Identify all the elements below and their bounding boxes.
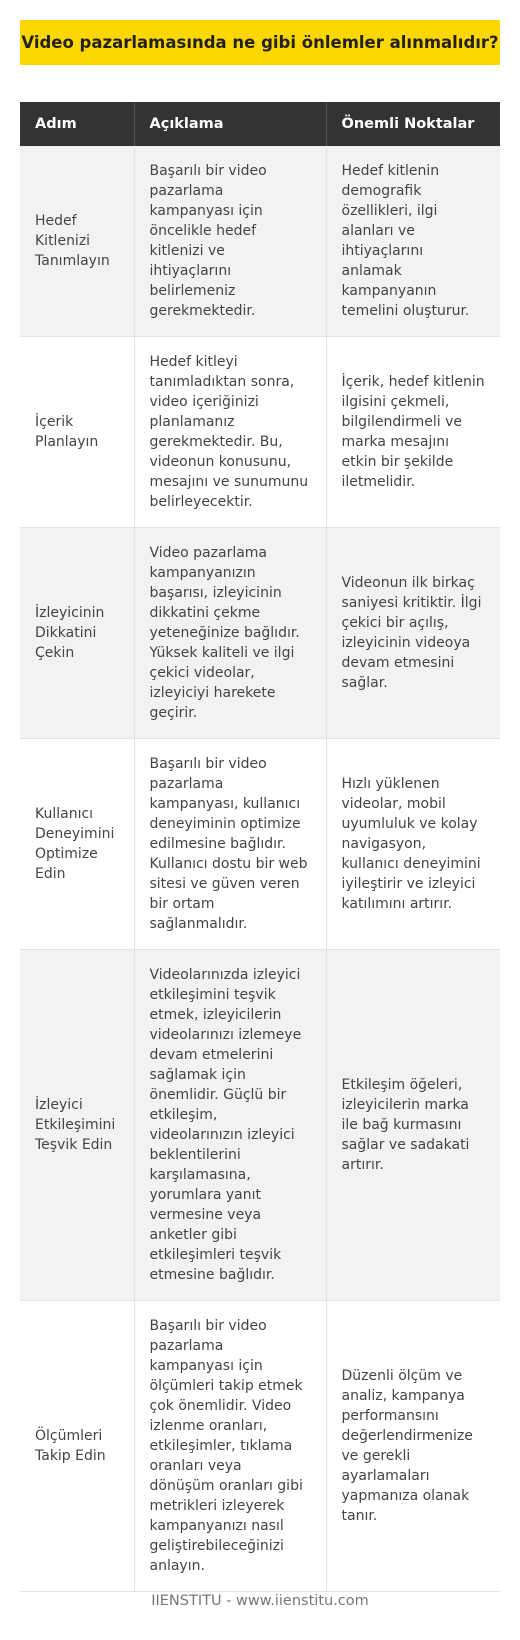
row-step: İçerik Planlayın (20, 337, 134, 528)
footer-credit: IIENSTITU - www.iienstitu.com (151, 1593, 369, 1609)
row-description: Başarılı bir video pazarlama kampanyası için öncelikle hedef kitlenizi ve ihtiyaçlarını belirlemeniz gerekmektedir. (134, 146, 326, 337)
row-notes: Düzenli ölçüm ve analiz, kampanya performansını değerlendirmenize ve gerekli ayarlamaları yapmanıza olanak tanır. (326, 1301, 500, 1592)
row-step: İzleyici Etkileşimini Teşvik Edin (20, 950, 134, 1301)
row-notes: İçerik, hedef kitlenin ilgisini çekmeli, bilgilendirmeli ve marka mesajını etkin bir şekilde iletmelidir. (326, 337, 500, 528)
row-notes: Hedef kitlenin demografik özellikleri, ilgi alanları ve ihtiyaçlarını anlamak kampanyanın temelini oluşturur. (326, 146, 500, 337)
row-description: Başarılı bir video pazarlama kampanyası, kullanıcı deneyiminin optimize edilmesine bağlıdır. Kullanıcı dostu bir web sitesi ve güven veren bir ortam sağlanmalıdır. (134, 739, 326, 950)
row-description: Başarılı bir video pazarlama kampanyası için ölçümleri takip etmek çok önemlidir. Video izlenme oranları, etkileşimler, tıklama oranları veya dönüşüm oranları gibi metrikleri izleyerek kampanyanızı nasıl geliştirebileceğinizi anlayın. (134, 1301, 326, 1592)
row-notes: Etkileşim öğeleri, izleyicilerin marka ile bağ kurmasını sağlar ve sadakati artırır. (326, 950, 500, 1301)
row-step: Ölçümleri Takip Edin (20, 1301, 134, 1592)
table-row (20, 1301, 500, 1592)
header-description: Açıklama (134, 102, 326, 146)
header-notes: Önemli Noktalar (326, 102, 500, 146)
row-notes: Hızlı yüklenen videolar, mobil uyumluluk ve kolay navigasyon, kullanıcı deneyimini iyileştirir ve izleyici katılımını artırır. (326, 739, 500, 950)
table-row (20, 528, 500, 739)
row-notes: Videonun ilk birkaç saniyesi kritiktir. İlgi çekici bir açılış, izleyicinin videoya devam etmesini sağlar. (326, 528, 500, 739)
table-header-row (20, 102, 500, 146)
table-row (20, 146, 500, 337)
row-step: Hedef Kitlenizi Tanımlayın (20, 146, 134, 337)
measures-table (20, 102, 500, 1592)
row-step: Kullanıcı Deneyimini Optimize Edin (20, 739, 134, 950)
header-step: Adım (20, 102, 134, 146)
row-description: Videolarınızda izleyici etkileşimini teşvik etmek, izleyicilerin videolarınızı izlemeye devam etmelerini sağlamak için önemlidir. Güçlü bir etkileşim, videolarınızın izleyici beklentilerini karşılamasına, yorumlara yanıt vermesine veya anketler gibi etkileşimleri teşvik etmesine bağlıdır. (134, 950, 326, 1301)
page-title: Video pazarlamasında ne gibi önlemler alınmalıdır? (20, 20, 500, 65)
table-row (20, 739, 500, 950)
table-row (20, 337, 500, 528)
table-row (20, 950, 500, 1301)
row-description: Video pazarlama kampanyanızın başarısı, izleyicinin dikkatini çekme yeteneğinize bağlıdır. Yüksek kaliteli ve ilgi çekici videolar, izleyiciyi harekete geçirir. (134, 528, 326, 739)
row-description: Hedef kitleyi tanımladıktan sonra, video içeriğinizi planlamanız gerekmektedir. Bu, videonun konusunu, mesajını ve sunumunu belirleyecektir. (134, 337, 326, 528)
row-step: İzleyicinin Dikkatini Çekin (20, 528, 134, 739)
